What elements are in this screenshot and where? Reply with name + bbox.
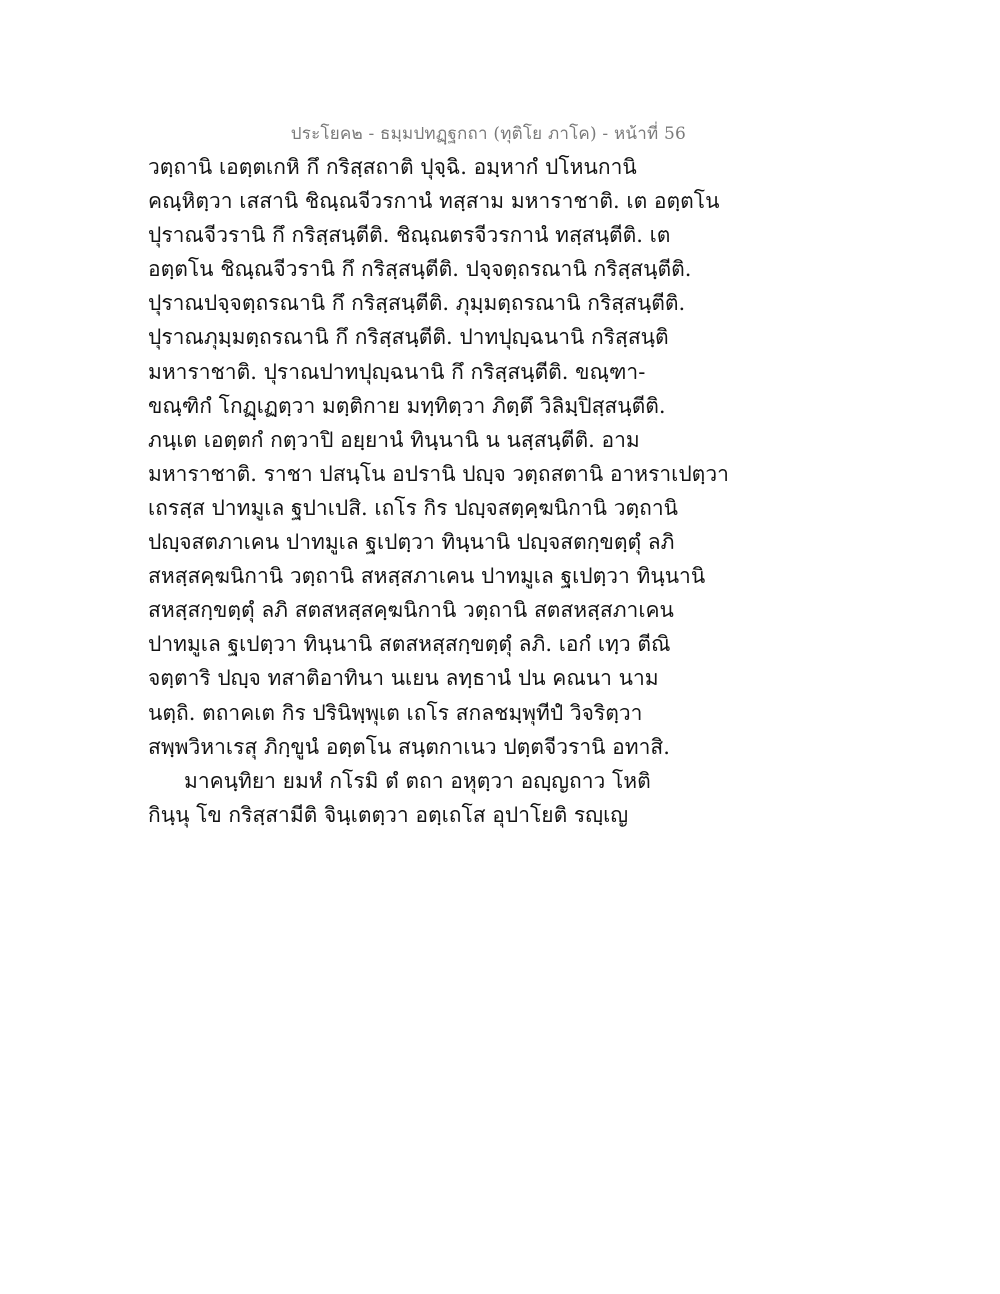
text-line: อตฺตโน ชิณฺณจีวรานิ กึ กริสฺสนฺตีติ. ปจฺจตฺถรณานิ กริสฺสนฺตีติ.	[148, 257, 692, 282]
text-line: ขณฺฑิกํ โกฏฺเฏตฺวา มตฺติกาย มทฺทิตฺวา ภิตฺตึ วิลิมฺปิสฺสนฺตีติ.	[148, 393, 666, 418]
text-line: ปุราณจีวรานิ กึ กริสฺสนฺตีติ. ชิณฺณตรจีวรกานํ ทสฺสนฺตีติ. เต	[148, 223, 671, 248]
text-line: สหสฺสคฺฆนิกานิ วตฺถานิ สหสฺสภาเคน ปาทมูเล ฐเปตฺวา ทินฺนานิ	[148, 564, 706, 589]
text-line: ภนฺเต เอตฺตกํ กตฺวาปิ อยฺยานํ ทินฺนานิ น นสฺสนฺตีติ. อาม	[148, 427, 640, 452]
text-line: นตฺถิ. ตถาคเต กิร ปรินิพฺพุเต เถโร สกลชมฺพุทีปํ วิจริตฺวา	[148, 700, 643, 725]
text-line: ปญฺจสตภาเคน ปาทมูเล ฐเปตฺวา ทินฺนานิ ปญฺจสตกฺขตฺตุํ ลภิ	[148, 530, 675, 555]
text-line: กินฺนุ โข กริสฺสามีติ จินฺเตตฺวา อตฺเถโส อุปาโยติ รญฺเญ	[148, 802, 629, 827]
text-line: มหาราชาติ. ปุราณปาทปุญฺฉนานิ กึ กริสฺสนฺตีติ. ขณฺฑา-	[148, 359, 646, 384]
text-line: มหาราชาติ. ราชา ปสนฺโน อปรานิ ปญฺจ วตฺถสตานิ อาหราเปตฺวา	[148, 461, 729, 486]
paragraph-first-line: มาคนฺทิยา ยมหํ กโรมิ ตํ ตถา อหุตฺวา อญฺญถาว โหติ	[184, 768, 651, 793]
text-line: ปาทมูเล ฐเปตฺวา ทินฺนานิ สตสหสฺสกฺขตฺตุํ ลภิ. เอกํ เทฺว ตีณิ	[148, 632, 671, 657]
running-header: ประโยค๒ - ธมฺมปทฏฺฐกถา (ทุติโย ภาโค) - หน้าที่ 56	[290, 124, 686, 144]
text-line: ปุราณภุมฺมตฺถรณานิ กึ กริสฺสนฺตีติ. ปาทปุญฺฉนานิ กริสฺสนฺติ	[148, 325, 669, 350]
text-line: เถรสฺส ปาทมูเล ฐปาเปสิ. เถโร กิร ปญฺจสตฺคฺฆนิกานิ วตฺถานิ	[148, 495, 678, 520]
text-line: วตฺถานิ เอตฺตเกหิ กึ กริสฺสถาติ ปุจฺฉิ. อมฺหากํ ปโหนกานิ	[148, 155, 637, 179]
text-line: สพฺพวิหาเรสุ ภิกฺขูนํ อตฺตโน สนฺตกาเนว ปตฺตจีวรานิ อทาสิ.	[148, 734, 670, 759]
text-line: ปุราณปจฺจตฺถรณานิ กึ กริสฺสนฺตีติ. ภุมฺมตฺถรณานิ กริสฺสนฺตีติ.	[148, 291, 686, 316]
text-line: สหสฺสกฺขตฺตุํ ลภิ สตสหสฺสคฺฆนิกานิ วตฺถานิ สตสหสฺสภาเคน	[148, 598, 674, 623]
body-text	[148, 150, 729, 832]
text-line: จตฺตาริ ปญฺจ ทสาติอาทินา นเยน ลทฺธานํ ปน คณนา นาม	[148, 666, 659, 691]
text-line: คณฺหิตฺวา เสสานิ ชิณฺณจีวรกานํ ทสฺสาม มหาราชาติ. เต อตฺตโน	[148, 189, 720, 214]
